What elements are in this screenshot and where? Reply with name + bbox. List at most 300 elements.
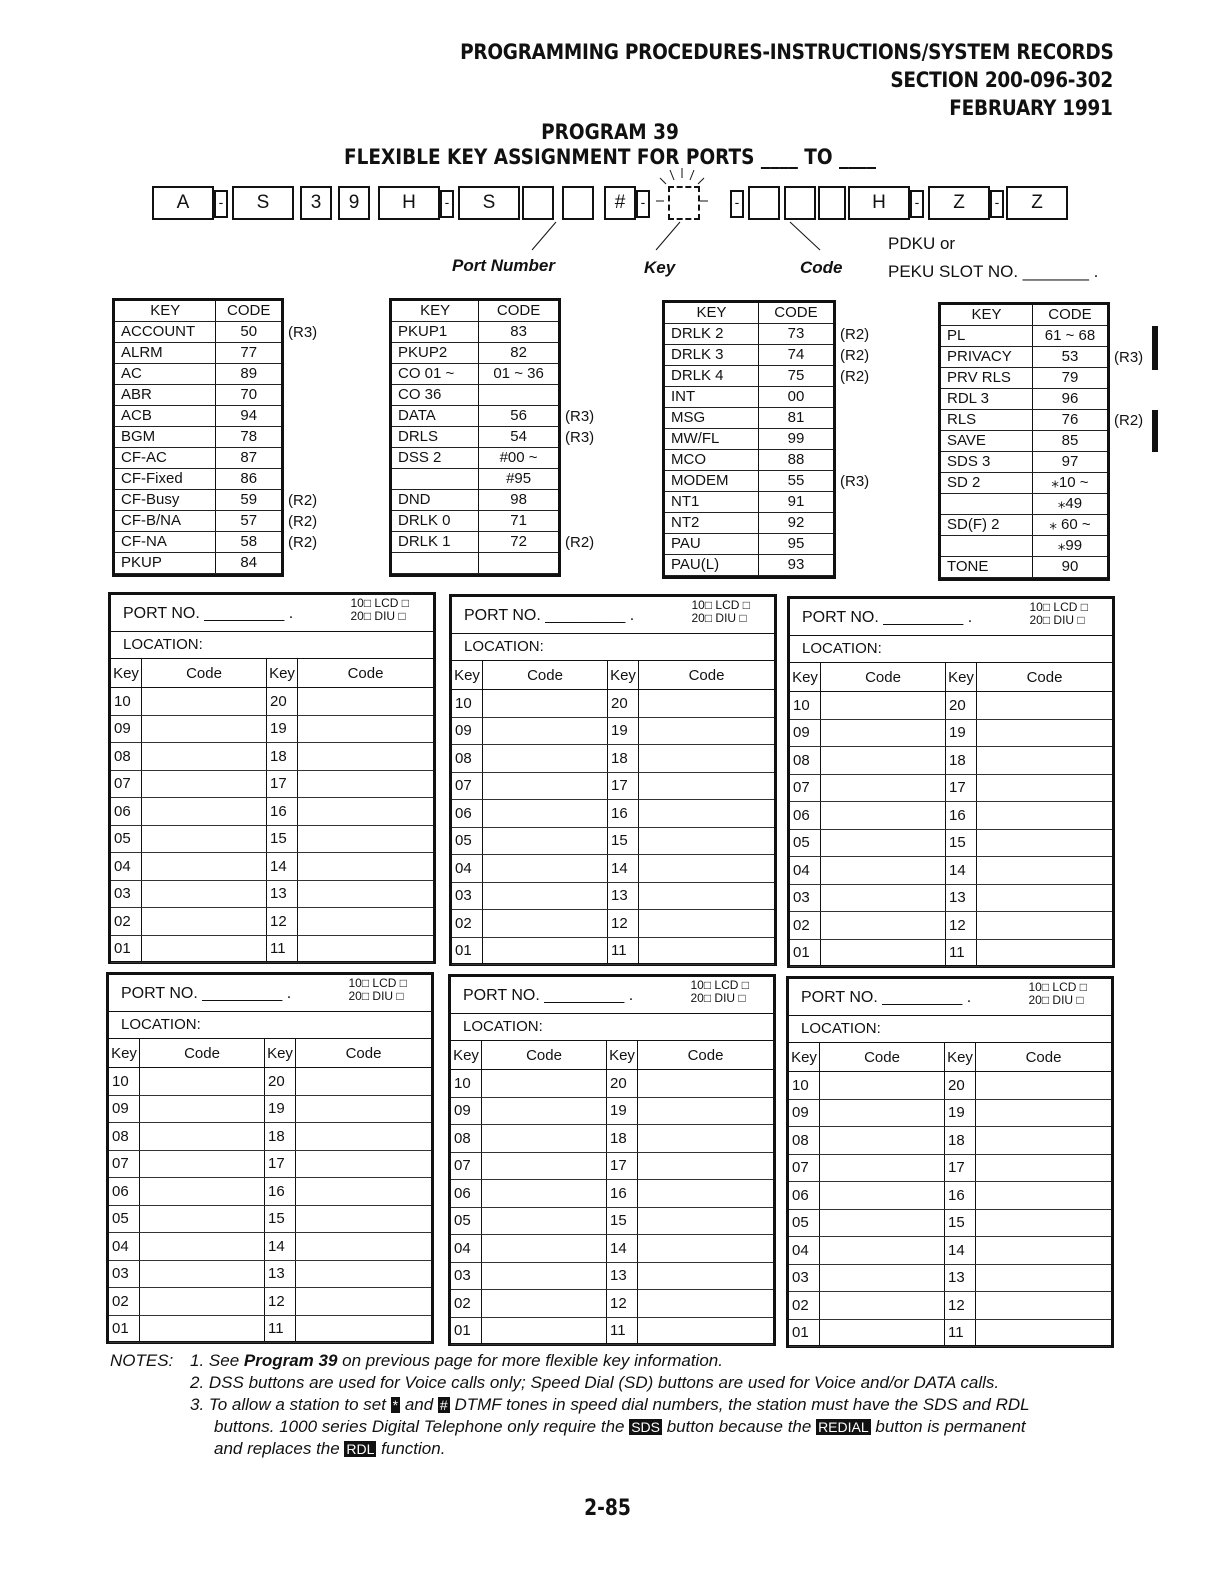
- key-row: [115, 322, 281, 343]
- col-code: Code: [298, 659, 434, 688]
- code-cell: [482, 1262, 607, 1290]
- key-name: ACCOUNT: [115, 322, 216, 343]
- code-cell: [821, 692, 946, 720]
- key-number: 13: [608, 882, 639, 910]
- code-cell: [821, 774, 946, 802]
- code-cell: [821, 939, 946, 967]
- seq-box: A: [152, 186, 214, 220]
- key-name: DSS 2: [392, 448, 479, 469]
- port-type-options: [350, 597, 409, 623]
- code-cell: [298, 853, 434, 881]
- code-cell: [482, 1070, 607, 1098]
- key-row: [665, 513, 833, 534]
- option-10-lcd: 10□ LCD □: [691, 598, 750, 612]
- table-header-key: KEY: [115, 301, 216, 322]
- code-cell: [820, 1072, 945, 1100]
- key-number: 07: [451, 1152, 482, 1180]
- table-row: [790, 884, 1112, 912]
- key-row: [941, 326, 1107, 347]
- code-cell: [638, 1125, 774, 1153]
- key-row: [115, 427, 281, 448]
- key-row: [941, 410, 1107, 431]
- seq-box: #: [604, 186, 636, 220]
- key-number: 12: [265, 1288, 296, 1316]
- key-name: CF-NA: [115, 532, 216, 553]
- key-number: 01: [790, 939, 821, 967]
- key-number: 08: [109, 1123, 140, 1151]
- seq-box: Z: [928, 186, 990, 220]
- table-row: [109, 1123, 431, 1151]
- port-number-field: PORT NO. _________ .: [801, 989, 972, 1006]
- code-cell: [296, 1205, 432, 1233]
- col-code: Code: [142, 659, 267, 688]
- code-cell: [296, 1178, 432, 1206]
- pdku-label: PDKU or: [888, 234, 956, 253]
- code-cell: [638, 1207, 774, 1235]
- key-number: 15: [945, 1209, 976, 1237]
- code-cell: [976, 1072, 1112, 1100]
- code-cell: [976, 1264, 1112, 1292]
- code-cell: [142, 770, 267, 798]
- key-name: PKUP: [115, 553, 216, 574]
- table-row: [111, 770, 433, 798]
- code-cell: [976, 1237, 1112, 1265]
- table-row: [790, 857, 1112, 885]
- table-header-key: KEY: [392, 301, 479, 322]
- key-name: CO 01 ~: [392, 364, 479, 385]
- key-name: MODEM: [665, 471, 758, 492]
- table-row: [451, 1207, 773, 1235]
- key-code: 53: [1032, 347, 1107, 368]
- key-name: MW/FL: [665, 429, 758, 450]
- code-cell: [638, 1152, 774, 1180]
- code-cell: [298, 688, 434, 716]
- key-code: 78: [216, 427, 281, 448]
- code-cell: [483, 882, 608, 910]
- key-row: [392, 406, 558, 427]
- key-name: SAVE: [941, 431, 1032, 452]
- table-row: [789, 1182, 1111, 1210]
- key-number: 16: [946, 802, 977, 830]
- table-row: [111, 798, 433, 826]
- table-row: [111, 688, 433, 716]
- note-2: 2. DSS buttons are used for Voice calls only; Speed Dial (SD) buttons are used for Voice and/or DATA calls.: [190, 1373, 1000, 1392]
- option-10-lcd: 10□ LCD □: [350, 596, 409, 610]
- table-row: [109, 1068, 431, 1096]
- key-number: 11: [607, 1317, 638, 1345]
- code-cell: [639, 937, 775, 965]
- key-number: 13: [267, 880, 298, 908]
- code-cell: [298, 935, 434, 963]
- key-code: 92: [758, 513, 833, 534]
- key-number: 20: [265, 1068, 296, 1096]
- table-row: [789, 1154, 1111, 1182]
- key-name: PAU: [665, 534, 758, 555]
- port-number-label: Port Number: [452, 256, 555, 275]
- code-cell: [976, 1154, 1112, 1182]
- table-header-code: CODE: [216, 301, 281, 322]
- key-row: [392, 322, 558, 343]
- key-number: 09: [789, 1099, 820, 1127]
- key-number: 04: [452, 855, 483, 883]
- key-code: 75: [758, 366, 833, 387]
- code-cell: [820, 1182, 945, 1210]
- key-number: 15: [267, 825, 298, 853]
- code-cell: [483, 690, 608, 718]
- key-number: 10: [111, 688, 142, 716]
- key-name: CF-B/NA: [115, 511, 216, 532]
- code-cell: [140, 1233, 265, 1261]
- revision-note: (R2): [840, 347, 870, 364]
- key-number: 02: [111, 908, 142, 936]
- key-row: [941, 536, 1107, 557]
- code-cell: [638, 1290, 774, 1318]
- key-name: TONE: [941, 557, 1032, 578]
- key-number: 06: [451, 1180, 482, 1208]
- port-form: [106, 972, 434, 1344]
- revision-note: [288, 343, 317, 364]
- col-code: Code: [483, 661, 608, 690]
- key-name: DRLK 4: [665, 366, 758, 387]
- key-number: 12: [267, 908, 298, 936]
- revision-note: [1114, 368, 1143, 389]
- key-number: 14: [946, 857, 977, 885]
- key-row: [392, 385, 558, 406]
- code-cell: [820, 1292, 945, 1320]
- table-row: [452, 937, 774, 965]
- key-row: [392, 448, 558, 469]
- key-row: [392, 511, 558, 532]
- seq-box: H: [378, 186, 440, 220]
- key-number: 03: [109, 1260, 140, 1288]
- key-row: [665, 387, 833, 408]
- code-cell: [140, 1205, 265, 1233]
- revision-note: [565, 553, 594, 574]
- code-cell: [298, 770, 434, 798]
- revision-note: (R3): [840, 473, 870, 490]
- revision-note: [565, 322, 594, 343]
- revision-note: [840, 534, 869, 555]
- key-number: 13: [946, 884, 977, 912]
- key-row: [665, 492, 833, 513]
- revision-note: (R3): [565, 429, 595, 446]
- code-cell: [639, 772, 775, 800]
- code-cell: [296, 1123, 432, 1151]
- key-number: 07: [790, 774, 821, 802]
- key-number: 15: [607, 1207, 638, 1235]
- port-form: [787, 596, 1115, 968]
- key-number: 16: [945, 1182, 976, 1210]
- revision-notes-1: [288, 322, 317, 574]
- key-name: MSG: [665, 408, 758, 429]
- key-number: 19: [265, 1095, 296, 1123]
- key-row: [665, 450, 833, 471]
- revision-note: [840, 408, 869, 429]
- option-10-lcd: 10□ LCD □: [1029, 600, 1088, 614]
- key-number: 11: [265, 1315, 296, 1343]
- key-row: [392, 364, 558, 385]
- revision-note: [1114, 389, 1143, 410]
- key-name: [941, 494, 1032, 515]
- key-row: [941, 473, 1107, 494]
- code-cell: [638, 1097, 774, 1125]
- key-code: 57: [216, 511, 281, 532]
- revision-note: (R2): [1114, 412, 1144, 429]
- key-code: 96: [1032, 389, 1107, 410]
- table-row: [451, 1317, 773, 1345]
- code-cell: [977, 719, 1113, 747]
- code-cell: [639, 882, 775, 910]
- key-code: 59: [216, 490, 281, 511]
- revision-note: [840, 387, 869, 408]
- code-cell: [639, 745, 775, 773]
- key-number: 09: [111, 715, 142, 743]
- code-cell: [821, 747, 946, 775]
- seq-box: S: [458, 186, 520, 220]
- table-row: [452, 772, 774, 800]
- key-number: 15: [946, 829, 977, 857]
- code-cell: [820, 1319, 945, 1347]
- key-number: 06: [789, 1182, 820, 1210]
- key-number: 10: [451, 1070, 482, 1098]
- revision-note: [288, 364, 317, 385]
- code-cell: [140, 1068, 265, 1096]
- key-number: 12: [608, 910, 639, 938]
- key-number: 12: [946, 912, 977, 940]
- key-row: [941, 389, 1107, 410]
- key-number: 18: [608, 745, 639, 773]
- port-form: [448, 974, 776, 1346]
- key-number: 14: [607, 1235, 638, 1263]
- code-cell: [140, 1178, 265, 1206]
- key-code: 56: [479, 406, 558, 427]
- key-name: PKUP1: [392, 322, 479, 343]
- revision-note: [1114, 473, 1143, 494]
- code-cell: [298, 825, 434, 853]
- key-number: 15: [265, 1205, 296, 1233]
- code-cell: [483, 772, 608, 800]
- table-row: [789, 1292, 1111, 1320]
- key-name: AC: [115, 364, 216, 385]
- key-name: BGM: [115, 427, 216, 448]
- table-header-key: KEY: [665, 303, 758, 324]
- table-header-code: CODE: [479, 301, 558, 322]
- code-cell: [142, 715, 267, 743]
- location-field: LOCATION:: [452, 634, 774, 661]
- key-number: 06: [452, 800, 483, 828]
- key-number: 12: [945, 1292, 976, 1320]
- key-name: PAU(L): [665, 555, 758, 576]
- table-row: [451, 1125, 773, 1153]
- revision-note: (R2): [288, 492, 318, 509]
- revision-note: [565, 343, 594, 364]
- revision-note: [1114, 326, 1143, 347]
- code-cell: [821, 912, 946, 940]
- key-number: 05: [451, 1207, 482, 1235]
- table-row: [452, 800, 774, 828]
- key-code: 76: [1032, 410, 1107, 431]
- key-name: DRLK 0: [392, 511, 479, 532]
- key-name: SDS 3: [941, 452, 1032, 473]
- key-number: 18: [945, 1127, 976, 1155]
- revision-note: [565, 490, 594, 511]
- key-code-table-2: [389, 298, 561, 577]
- port-number-field: PORT NO. _________ .: [802, 609, 973, 626]
- key-number: 06: [111, 798, 142, 826]
- table-row: [452, 910, 774, 938]
- key-name: NT2: [665, 513, 758, 534]
- option-20-diu: 20□ DIU □: [691, 611, 747, 625]
- seq-box: Z: [1006, 186, 1068, 220]
- peku-slot-label: PEKU SLOT NO. _______ .: [888, 262, 1099, 281]
- table-row: [452, 745, 774, 773]
- key-number: 19: [267, 715, 298, 743]
- key-number: 05: [109, 1205, 140, 1233]
- key-row: [392, 343, 558, 364]
- table-row: [451, 1180, 773, 1208]
- revision-notes-4: [1114, 326, 1143, 578]
- code-cell: [483, 827, 608, 855]
- key-code: ⁎99: [1032, 536, 1107, 557]
- key-code: 98: [479, 490, 558, 511]
- key-code: #95: [479, 469, 558, 490]
- key-row: [941, 494, 1107, 515]
- code-cell: [483, 800, 608, 828]
- code-cell: [142, 825, 267, 853]
- key-row: [115, 553, 281, 574]
- key-number: 18: [267, 743, 298, 771]
- key-code: [479, 385, 558, 406]
- key-number: 13: [945, 1264, 976, 1292]
- table-header-key: KEY: [941, 305, 1032, 326]
- key-number: 05: [790, 829, 821, 857]
- key-row: [115, 469, 281, 490]
- key-number: 17: [945, 1154, 976, 1182]
- seq-box: S: [232, 186, 294, 220]
- port-form: [786, 976, 1114, 1348]
- table-row: [789, 1237, 1111, 1265]
- code-cell: [977, 884, 1113, 912]
- col-code: Code: [639, 661, 775, 690]
- revision-note: [288, 448, 317, 469]
- key-number: 02: [789, 1292, 820, 1320]
- revision-note: [840, 450, 869, 471]
- note-1: 1. See Program 39 on previous page for more flexible key information.: [190, 1351, 723, 1370]
- option-20-diu: 20□ DIU □: [690, 991, 746, 1005]
- code-cell: [140, 1315, 265, 1343]
- key-code: [479, 553, 558, 574]
- key-row: [115, 490, 281, 511]
- revision-note: [565, 511, 594, 532]
- code-cell: [483, 745, 608, 773]
- revision-note: [840, 555, 869, 576]
- key-code: 77: [216, 343, 281, 364]
- option-20-diu: 20□ DIU □: [348, 989, 404, 1003]
- col-key: Key: [790, 663, 821, 692]
- location-field: LOCATION:: [111, 632, 433, 659]
- key-number: 18: [607, 1125, 638, 1153]
- code-cell: [639, 910, 775, 938]
- key-code: 00: [758, 387, 833, 408]
- key-row: [665, 555, 833, 576]
- code-cell: [639, 717, 775, 745]
- key-code: ⁎10 ~: [1032, 473, 1107, 494]
- key-name: SD(F) 2: [941, 515, 1032, 536]
- key-name: ACB: [115, 406, 216, 427]
- key-number: 04: [789, 1237, 820, 1265]
- header-line-3: FEBRUARY 1991: [949, 96, 1113, 120]
- table-row: [789, 1209, 1111, 1237]
- key-name: SD 2: [941, 473, 1032, 494]
- revision-note: [288, 427, 317, 448]
- location-field: LOCATION:: [451, 1014, 773, 1041]
- key-code: 93: [758, 555, 833, 576]
- key-number: 07: [789, 1154, 820, 1182]
- revision-notes-3: [840, 324, 869, 576]
- code-cell: [977, 857, 1113, 885]
- key-number: 03: [790, 884, 821, 912]
- code-cell: [639, 690, 775, 718]
- option-20-diu: 20□ DIU □: [350, 609, 406, 623]
- code-cell: [142, 880, 267, 908]
- code-cell: [976, 1127, 1112, 1155]
- key-row: [941, 515, 1107, 536]
- col-code: Code: [482, 1041, 607, 1070]
- key-name: ABR: [115, 385, 216, 406]
- dash: -: [636, 190, 650, 218]
- key-row: [115, 385, 281, 406]
- key-row: [665, 408, 833, 429]
- key-row: [941, 452, 1107, 473]
- revision-note: [1114, 557, 1143, 578]
- code-cell: [976, 1292, 1112, 1320]
- key-code: 82: [479, 343, 558, 364]
- key-number: 03: [789, 1264, 820, 1292]
- key-code: 99: [758, 429, 833, 450]
- key-name: DRLK 3: [665, 345, 758, 366]
- key-number: 08: [451, 1125, 482, 1153]
- code-cell: [296, 1233, 432, 1261]
- table-row: [109, 1178, 431, 1206]
- location-field: LOCATION:: [789, 1016, 1111, 1043]
- revision-note: (R2): [840, 368, 870, 385]
- key-code: 83: [479, 322, 558, 343]
- code-cell: [296, 1095, 432, 1123]
- key-number: 07: [109, 1150, 140, 1178]
- key-number: 10: [789, 1072, 820, 1100]
- key-number: 03: [452, 882, 483, 910]
- pointer-lines: [0, 0, 1213, 300]
- revision-note: (R2): [288, 534, 318, 551]
- code-cell: [140, 1288, 265, 1316]
- key-name: PL: [941, 326, 1032, 347]
- table-row: [451, 1262, 773, 1290]
- key-name: DRLK 2: [665, 324, 758, 345]
- revision-note: (R3): [565, 408, 595, 425]
- key-row: [665, 345, 833, 366]
- table-row: [790, 692, 1112, 720]
- code-cell: [639, 800, 775, 828]
- key-row: [115, 448, 281, 469]
- code-cell: [638, 1317, 774, 1345]
- key-code: 87: [216, 448, 281, 469]
- code-cell: [820, 1154, 945, 1182]
- key-name: RLS: [941, 410, 1032, 431]
- key-number: 19: [946, 719, 977, 747]
- code-cell: [483, 855, 608, 883]
- table-row: [789, 1264, 1111, 1292]
- key-number: 02: [109, 1288, 140, 1316]
